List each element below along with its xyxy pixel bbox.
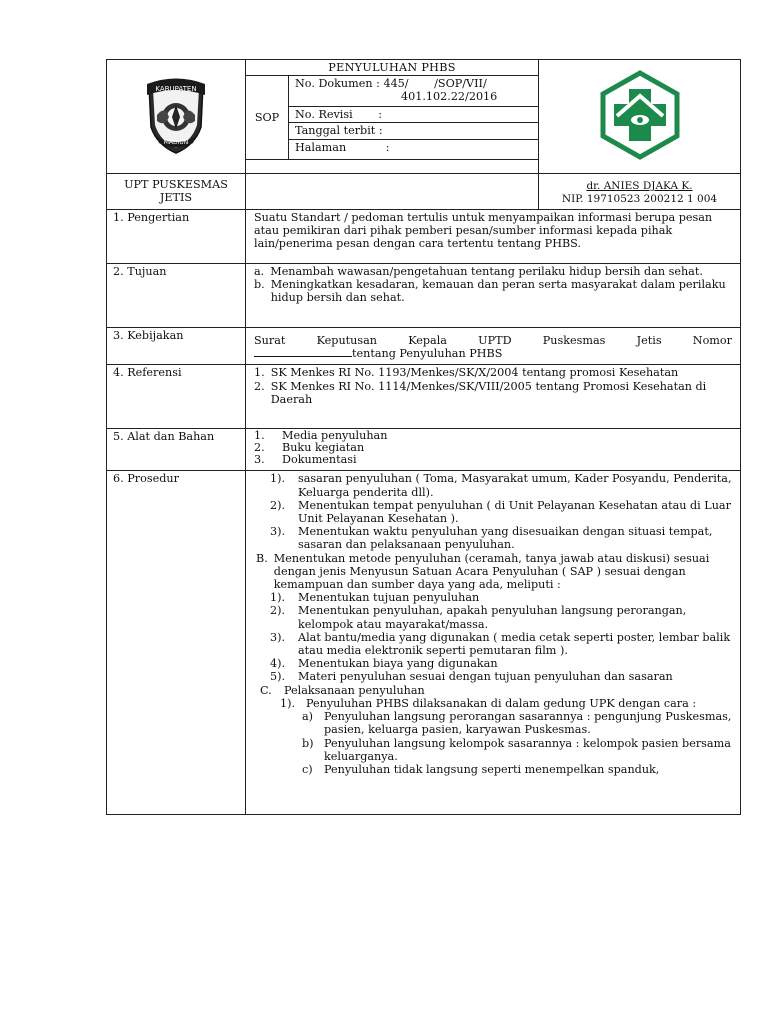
list-item: 2). Menentukan tempat penyuluhan ( di Unit Pelayanan Kesehatan atau di Luar Unit Pelayanan Kesehatan ). bbox=[270, 498, 731, 526]
signer-nip: NIP. 19710523 200212 1 004 bbox=[561, 193, 718, 206]
issue-date-field bbox=[289, 123, 539, 139]
document-number-value-2: 401.102.22/2016 bbox=[401, 90, 498, 104]
kebijakan-line2-wrap bbox=[254, 347, 732, 360]
list-item: 2. Buku kegiatan bbox=[254, 441, 365, 455]
issue-date-label: Tanggal terbit : bbox=[295, 124, 383, 138]
list-item: 5). Materi penyuluhan sesuai dengan tujuan penyuluhan dan sasaran bbox=[270, 670, 673, 684]
decree-number-blank bbox=[254, 347, 352, 357]
list-item: c) Penyuluhan tidak langsung seperti menempelkan spanduk, bbox=[302, 762, 660, 776]
list-item: 1. SK Menkes RI No. 1193/Menkes/SK/X/2004 tentang promosi Kesehatan bbox=[254, 366, 679, 380]
kebijakan-line2: tentang Penyuluhan PHBS bbox=[352, 347, 503, 361]
list-item: 2. SK Menkes RI No. 1114/Menkes/SK/VIII/2005 tentang Promosi Kesehatan di Daerah bbox=[254, 379, 707, 407]
list-item: 1). Menentukan tujuan penyuluhan bbox=[270, 591, 480, 605]
emblem-top-text: KABUPATEN bbox=[155, 84, 197, 93]
section-label-referensi: 4. Referensi bbox=[107, 365, 246, 429]
page-field bbox=[289, 139, 539, 159]
list-item: b. Meningkatkan kesadaran, kemauan dan peran serta masyarakat dalam perilaku hidup bersih dan sehat. bbox=[254, 278, 726, 305]
page-label: Halaman bbox=[295, 140, 347, 154]
revision-value: : bbox=[378, 108, 383, 121]
unit-line2: JETIS bbox=[159, 191, 193, 205]
list-item: 1. Media penyuluhan bbox=[254, 429, 388, 443]
revision-label: No. Revisi bbox=[295, 108, 353, 121]
regency-emblem-icon bbox=[135, 75, 217, 155]
list-item: 2). Menentukan penyuluhan, apakah penyuluhan langsung perorangan, kelompok atau mayarakat/massa. bbox=[270, 604, 687, 631]
prosedur-a-list bbox=[256, 472, 732, 551]
section-label-alat: 5. Alat dan Bahan bbox=[107, 429, 246, 471]
puskesmas-logo-icon bbox=[595, 70, 685, 160]
prosedur-b: B. Menentukan metode penyuluhan (ceramah, tanya jawab atau diskusi) sesuai dengan jenis Menyusun Satuan Acara Penyuluhan ( SAP ) sesuai dengan kemampuan dan sumber daya yang ada, meliputi : bbox=[256, 551, 710, 592]
section-label-prosedur: 6. Prosedur bbox=[107, 471, 246, 815]
section-tujuan bbox=[246, 263, 741, 327]
signature-block bbox=[539, 173, 741, 209]
unit-blank bbox=[246, 173, 539, 209]
list-item: 3). Alat bantu/media yang digunakan ( media cetak seperti poster, lembar balik atau media elektronik seperti pemutaran film ). bbox=[270, 630, 731, 658]
section-alat bbox=[246, 429, 741, 471]
header-spacer bbox=[246, 159, 539, 173]
document-number-field bbox=[289, 76, 539, 107]
regency-logo-cell bbox=[107, 60, 246, 174]
list-item: b) Penyuluhan langsung kelompok sasarannya : kelompok pasien bersama keluarganya. bbox=[302, 736, 731, 763]
list-item: 3). Menentukan waktu penyuluhan yang disesuaikan dengan situasi tempat, sasaran dan pelaksanaan penyuluhan. bbox=[270, 525, 713, 552]
puskesmas-logo-cell bbox=[539, 60, 741, 174]
kebijakan-line1: Surat Keputusan Kepala UPTD Puskesmas Jetis Nomor bbox=[254, 333, 732, 347]
sop-label: SOP bbox=[246, 76, 289, 160]
section-kebijakan bbox=[246, 327, 741, 365]
document-title: PENYULUHAN PHBS bbox=[246, 60, 539, 76]
section-label-pengertian: 1. Pengertian bbox=[107, 209, 246, 263]
unit-name bbox=[107, 173, 246, 209]
list-item: a. Menambah wawasan/pengetahuan tentang perilaku hidup bersih dan sehat. bbox=[254, 264, 703, 278]
prosedur-c1-list bbox=[256, 710, 732, 776]
emblem-bottom-text: MADIUN bbox=[163, 138, 189, 146]
page-value: : bbox=[385, 140, 390, 154]
prosedur-b-list bbox=[256, 591, 732, 683]
sop-document bbox=[106, 59, 740, 815]
list-item: a) Penyuluhan langsung perorangan sasarannya : pengunjung Puskesmas, pasien, keluarga pasien, karyawan Puskesmas. bbox=[302, 710, 732, 737]
section-label-kebijakan: 3. Kebijakan bbox=[107, 327, 246, 365]
list-item: 4). Menentukan biaya yang digunakan bbox=[270, 657, 498, 671]
section-pengertian-text: Suatu Standart / pedoman tertulis untuk menyampaikan informasi berupa pesan atau pemikiran dari pihak pemberi pesan/sumber informasi kepada pihak lain/penerima pesan dengan cara tertentu tentang PHBS. bbox=[246, 209, 741, 263]
signer-name: dr. ANIES DJAKA K. bbox=[586, 179, 693, 192]
document-number-value-1: /SOP/VII/ bbox=[434, 77, 487, 90]
document-number-label: No. Dokumen : 445/ bbox=[295, 77, 409, 90]
list-item: 3. Dokumentasi bbox=[254, 453, 357, 467]
section-prosedur bbox=[246, 471, 741, 815]
revision-field bbox=[289, 107, 539, 123]
unit-line1: UPT PUSKESMAS bbox=[124, 177, 228, 191]
section-label-tujuan: 2. Tujuan bbox=[107, 263, 246, 327]
list-item: 1). sasaran penyuluhan ( Toma, Masyarakat umum, Kader Posyandu, Penderita, Keluarga penderita dll). bbox=[270, 472, 732, 499]
prosedur-c1: 1). Penyuluhan PHBS dilaksanakan di dalam gedung UPK dengan cara : bbox=[280, 696, 697, 710]
sop-table bbox=[106, 59, 741, 815]
section-referensi bbox=[246, 365, 741, 429]
prosedur-c: C. Pelaksanaan penyuluhan bbox=[260, 683, 425, 697]
